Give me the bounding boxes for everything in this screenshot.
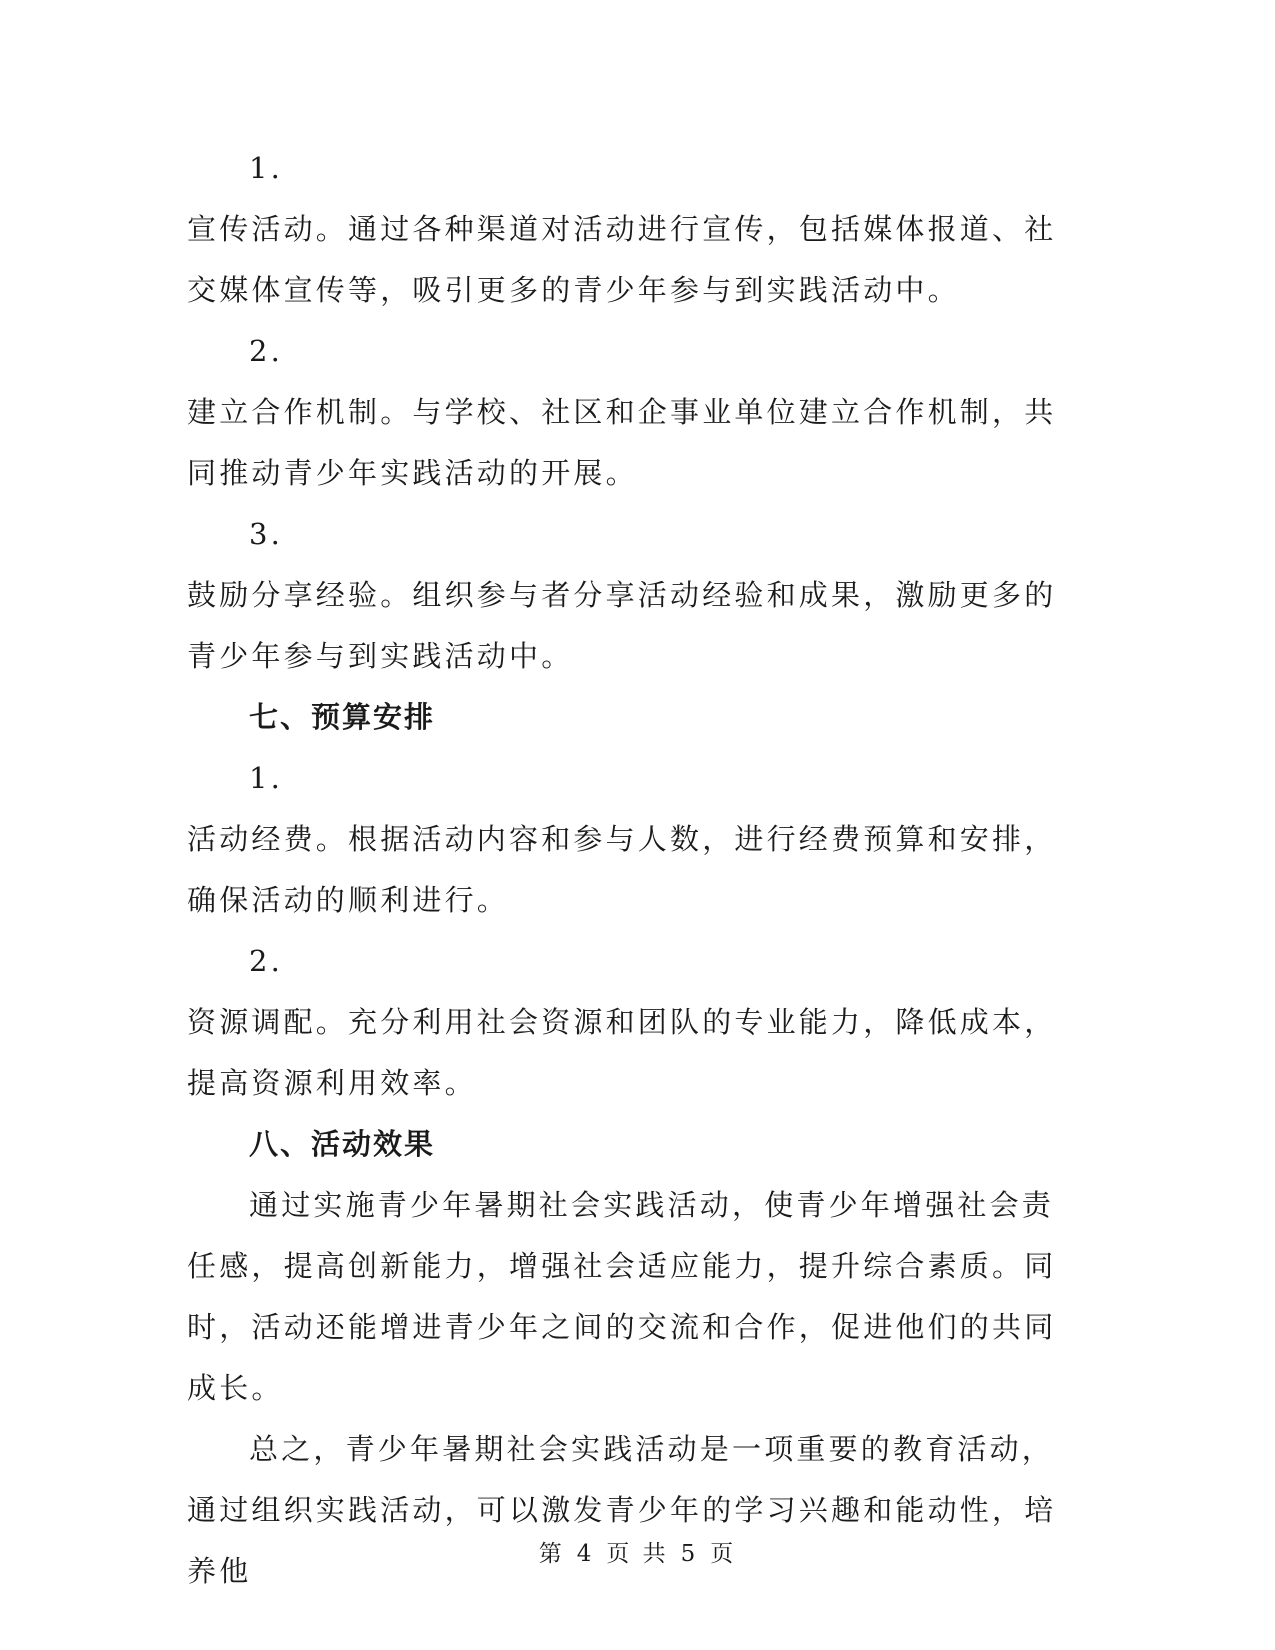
page-footer bbox=[0, 1535, 1275, 1568]
list-item-text: 建立合作机制。与学校、社区和企事业单位建立合作机制，共同推动青少年实践活动的开展。 bbox=[187, 395, 1057, 490]
list-item-text: 资源调配。充分利用社会资源和团队的专业能力，降低成本，提高资源利用效率。 bbox=[187, 1005, 1057, 1100]
footer-prefix: 第 bbox=[538, 1541, 565, 1567]
page-body bbox=[187, 138, 1057, 1602]
list-item-text: 鼓励分享经验。组织参与者分享活动经验和成果，激励更多的青少年参与到实践活动中。 bbox=[187, 578, 1057, 673]
total-page-count: 5 bbox=[680, 1541, 699, 1567]
current-page-number: 4 bbox=[576, 1541, 595, 1567]
list-item-text: 活动经费。根据活动内容和参与人数，进行经费预算和安排，确保活动的顺利进行。 bbox=[187, 822, 1057, 917]
body-paragraph: 总之，青少年暑期社会实践活动是一项重要的教育活动，通过组织实践活动，可以激发青少年的学习兴趣和能动性，培养他 bbox=[187, 1432, 1057, 1588]
body-paragraph: 通过实施青少年暑期社会实践活动，使青少年增强社会责任感，提高创新能力，增强社会适应能力，提升综合素质。同时，活动还能增进青少年之间的交流和合作，促进他们的共同成长。 bbox=[187, 1188, 1057, 1405]
section-heading: 七、预算安排 bbox=[249, 700, 436, 734]
list-item-text: 宣传活动。通过各种渠道对活动进行宣传，包括媒体报道、社交媒体宣传等，吸引更多的青少年参与到实践活动中。 bbox=[187, 212, 1057, 307]
list-item-number: 2. bbox=[249, 334, 284, 368]
footer-middle: 页 共 bbox=[606, 1541, 669, 1567]
list-item-number: 1. bbox=[249, 151, 284, 185]
list-item-number: 2. bbox=[249, 944, 284, 978]
list-item-number: 3. bbox=[249, 517, 284, 551]
footer-suffix: 页 bbox=[710, 1541, 737, 1567]
section-heading: 八、活动效果 bbox=[249, 1127, 436, 1161]
list-item-number: 1. bbox=[249, 761, 284, 795]
